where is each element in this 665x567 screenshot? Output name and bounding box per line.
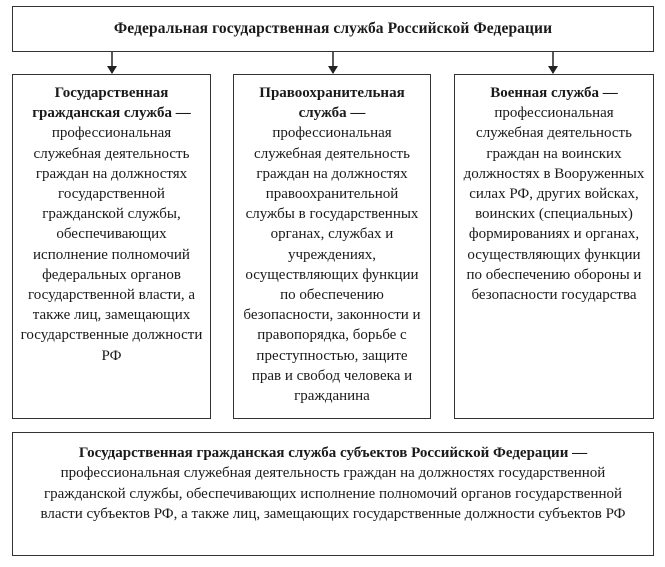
federal-service-header-box bbox=[12, 6, 654, 52]
regional-civil-service-box bbox=[12, 432, 654, 556]
law-enforcement-service-box bbox=[233, 74, 431, 419]
civil-service-box bbox=[12, 74, 211, 419]
law-enforcement-service-definition: профессиональная служебная деятельность граждан на должностях правоохранительной службы в государственных органах, службах и учреждениях, осуществляющих функции по обеспечению безопасности, законности и правопорядка, борьбе с преступностью, защите прав и свобод человека и гражданина bbox=[243, 125, 421, 405]
law-enforcement-service-term: Правоохранительная служба — bbox=[259, 85, 405, 122]
military-service-box bbox=[454, 74, 654, 419]
regional-civil-service-definition: профессиональная служебная деятельность граждан на должностях государственной гражданской службы, обеспечивающих исполнение полномочий органов государственной власти субъектов РФ, а также лиц, замещающих государственные должности субъектов РФ bbox=[40, 465, 626, 523]
military-service-definition: профессиональная служебная деятельность граждан на воинских должностях в Вооруженных силах РФ, других войсках, воинских (специальных) формированиях и органах, осуществляющих функции по обеспечению обороны и безопасности государства bbox=[463, 105, 645, 304]
military-service-term: Военная служба — bbox=[490, 85, 618, 101]
civil-service-term: Государственная гражданская служба — bbox=[32, 85, 191, 122]
civil-service-definition: профессиональная служебная деятельность граждан на должностях государственной гражданской службы, обеспечивающих исполнение полномочий федеральных органов государственной власти, а также лиц, замещающих государственные должности РФ bbox=[20, 125, 203, 364]
regional-civil-service-term: Государственная гражданская служба субъектов Российской Федерации — bbox=[78, 445, 588, 461]
federal-service-title: Федеральная государственная служба Российской Федерации bbox=[113, 20, 553, 37]
